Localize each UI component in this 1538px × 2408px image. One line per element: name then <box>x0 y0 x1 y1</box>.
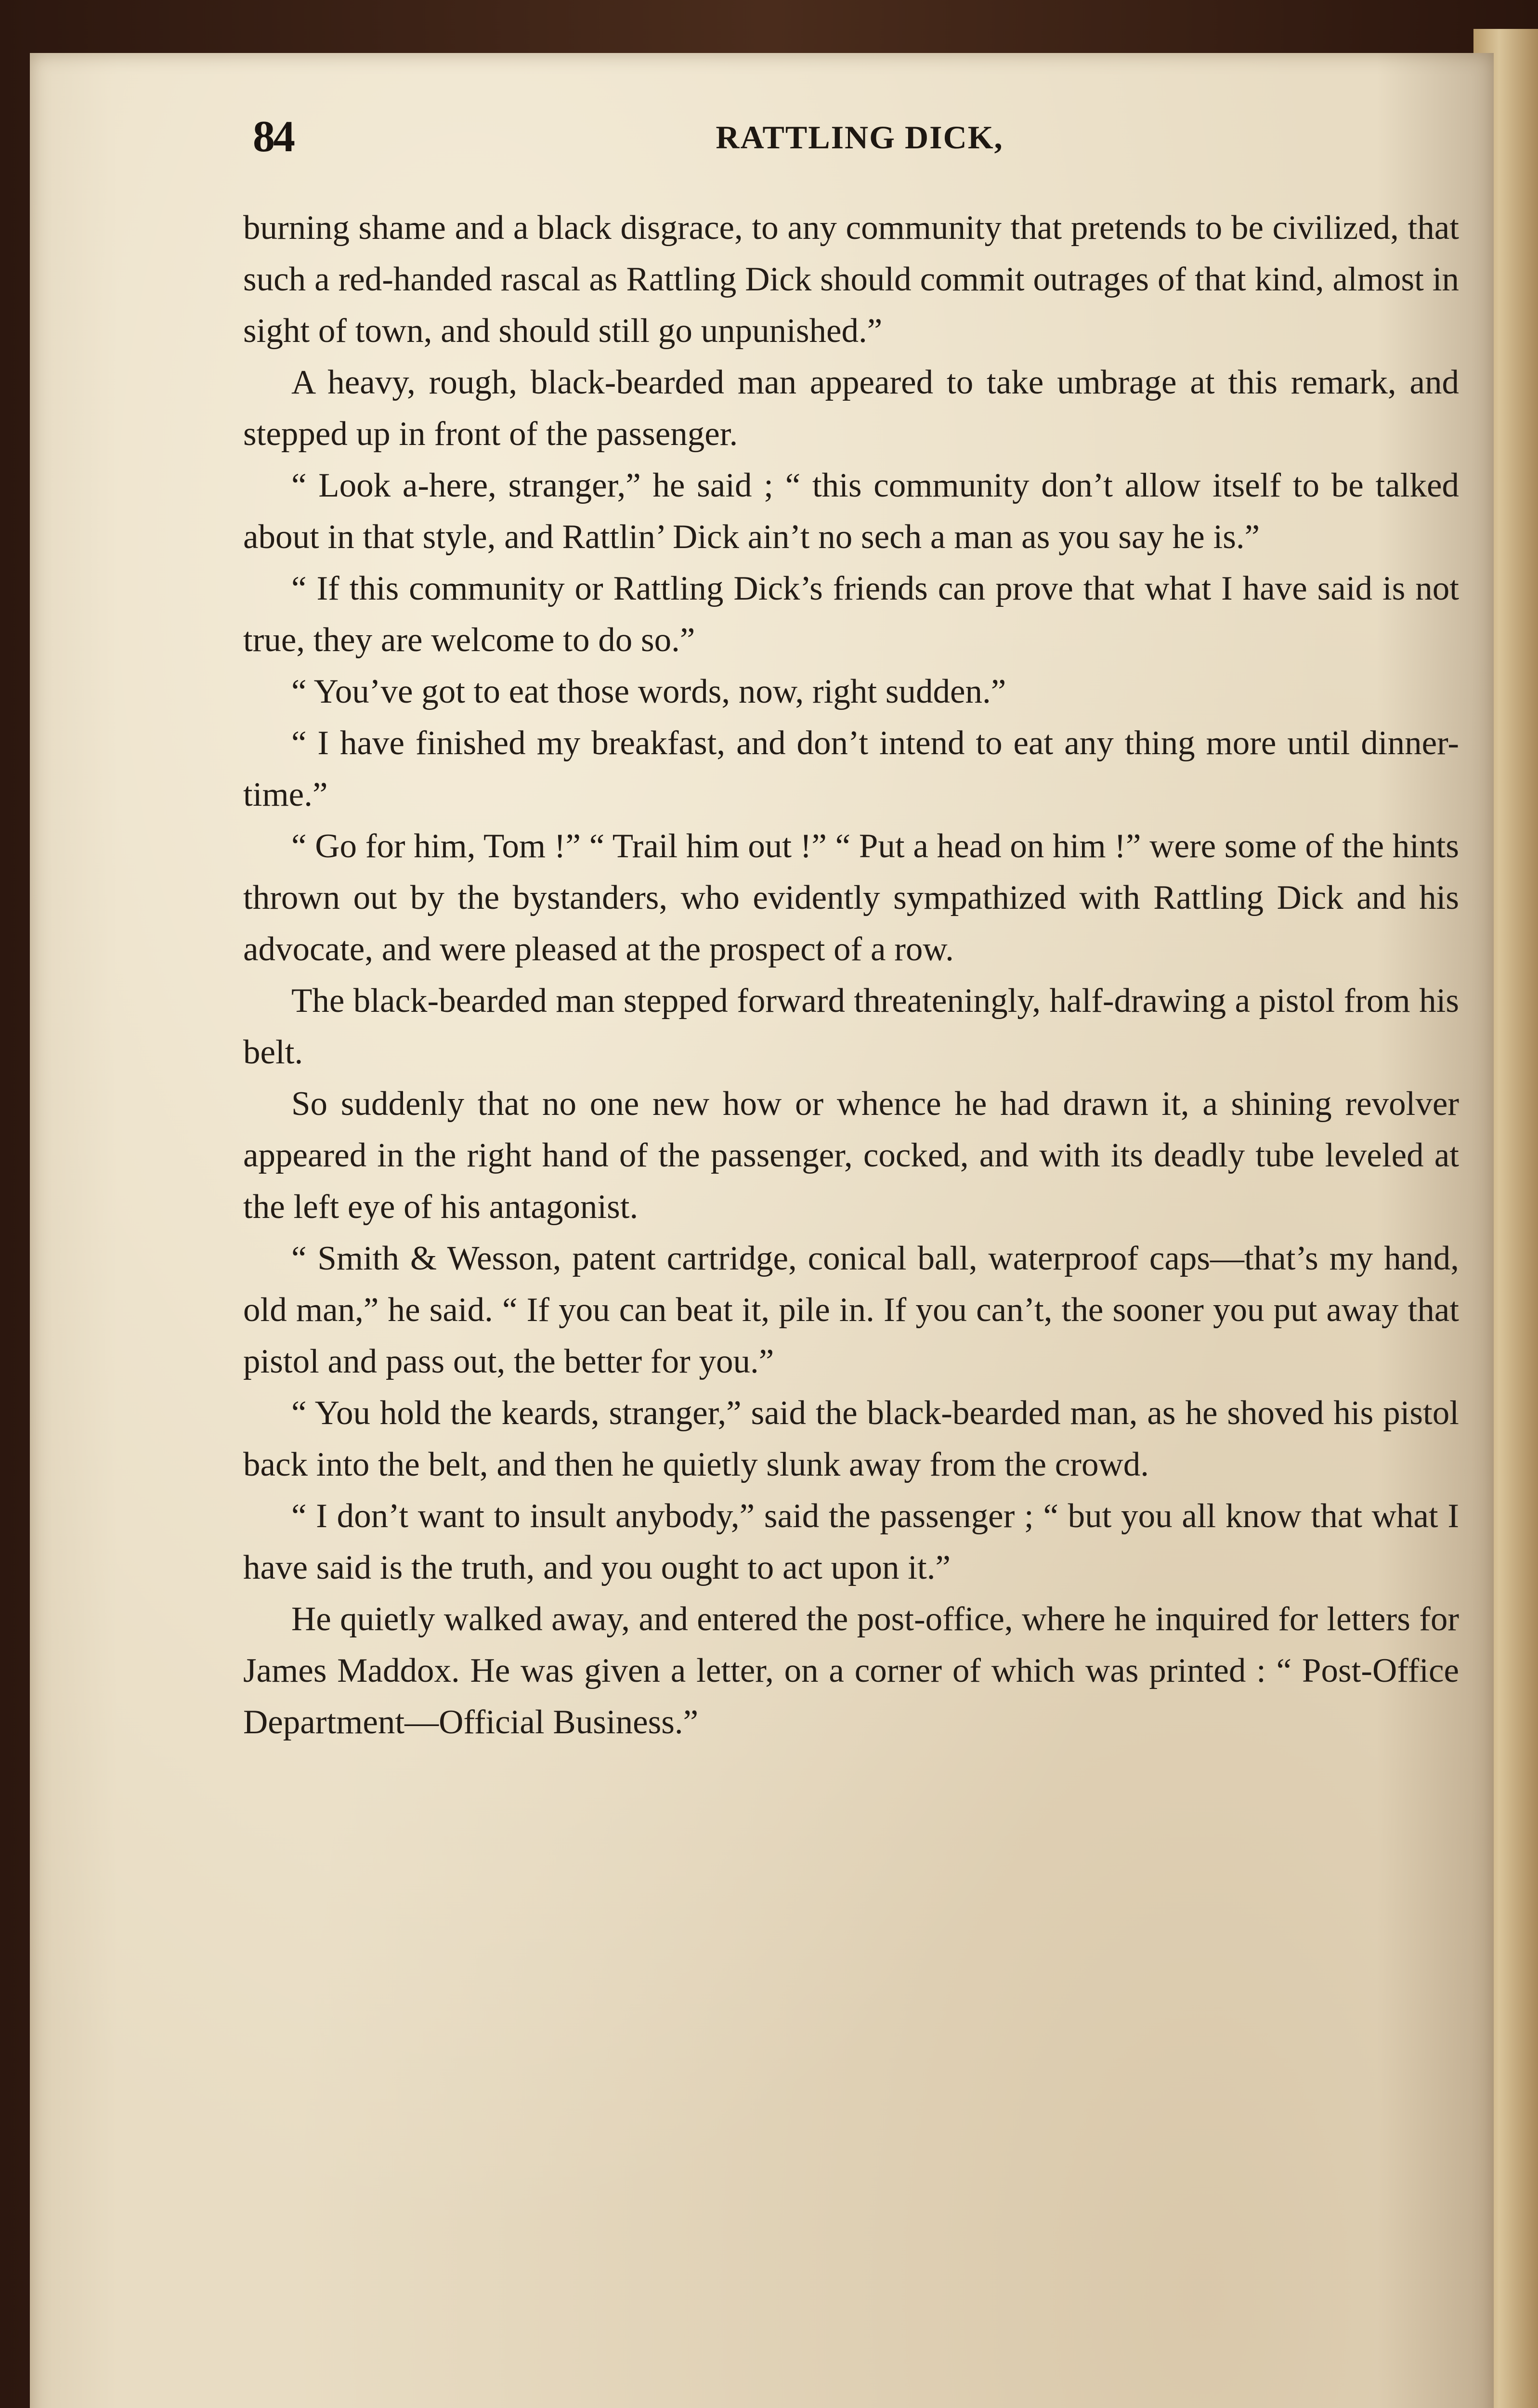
paragraph: “ I have finished my breakfast, and don’t intend to eat any thing more until dinner-time.” <box>243 724 1459 813</box>
page-header <box>253 111 1466 164</box>
paragraph: “ You’ve got to eat those words, now, right sudden.” <box>291 673 1006 710</box>
paragraph: He quietly walked away, and entered the post-office, where he inquired for letters for James Maddox. He was given a letter, on a corner of which was printed : “ Post-Office Department—Official Business.” <box>243 1600 1459 1741</box>
paragraph: “ You hold the keards, stranger,” said the black-bearded man, as he shoved his pistol back into the belt, and then he quietly slunk away from the crowd. <box>243 1394 1459 1483</box>
page-number: 84 <box>253 112 293 161</box>
paragraph: So suddenly that no one new how or whence he had drawn it, a shining revolver appeared in the right hand of the passenger, cocked, and with its deadly tube leveled at the left eye of his antagonist. <box>243 1085 1459 1226</box>
running-title: RATTLING DICK, <box>716 119 1004 156</box>
paragraph: “ Smith & Wesson, patent cartridge, conical ball, waterproof caps—that’s my hand, old man,” he said. “ If you can beat it, pile in. If you can’t, the sooner you put away that pistol and pass out, the better for you.” <box>243 1240 1459 1380</box>
paragraph: “ Go for him, Tom !” “ Trail him out !” “ Put a head on him !” were some of the hints thrown out by the bystanders, who evidently sympathized with Rattling Dick and his advocate, and were pleased at the prospect of a row. <box>243 827 1459 968</box>
body-text <box>243 202 1459 1748</box>
paragraph: “ I don’t want to insult anybody,” said the passenger ; “ but you all know that what I have said is the truth, and you ought to act upon it.” <box>243 1497 1459 1586</box>
paragraph: A heavy, rough, black-bearded man appeared to take umbrage at this remark, and stepped up in front of the passenger. <box>243 364 1459 453</box>
paragraph: “ Look a-here, stranger,” he said ; “ this community don’t allow itself to be talked about in that style, and Rattlin’ Dick ain’t no sech a man as you say he is.” <box>243 467 1459 556</box>
paragraph: “ If this community or Rattling Dick’s friends can prove that what I have said is not true, they are welcome to do so.” <box>243 570 1459 659</box>
paragraph: burning shame and a black disgrace, to any community that pretends to be civilized, that such a red-handed rascal as Rattling Dick should commit outrages of that kind, almost in sight of town, and should still go unpunished.” <box>243 209 1459 350</box>
paragraph: The black-bearded man stepped forward threateningly, half-drawing a pistol from his belt. <box>243 982 1459 1071</box>
